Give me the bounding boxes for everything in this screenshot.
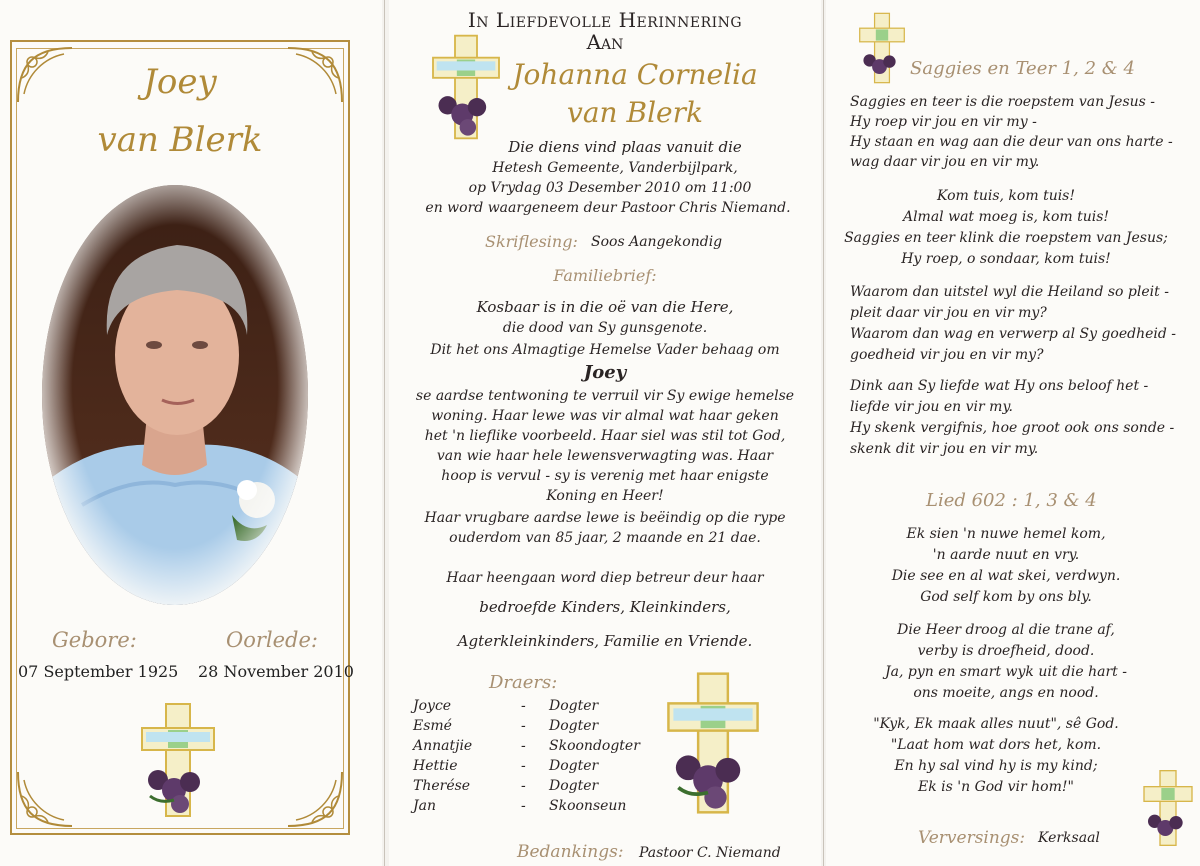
refreshments-value: Kerksaal: [1038, 830, 1100, 846]
bearer-dash: -: [521, 738, 526, 754]
bearer-name: Esmé: [413, 718, 452, 734]
hymn1-verse3: [850, 376, 1174, 460]
letter-line: ouderdom van 85 jaar, 2 maande en 21 dae.: [449, 530, 761, 546]
hymn-line: Saggies en teer klink die roepstem van Jesus;: [844, 230, 1168, 246]
floral-cross-icon: [1140, 760, 1196, 856]
bearer-relation: Dogter: [549, 718, 599, 734]
hymn-line: wag daar vir jou en vir my.: [850, 154, 1040, 170]
ornament-icon: [14, 768, 76, 830]
hymn-line: ons moeite, angs en nood.: [913, 685, 1099, 701]
hymn-line: skenk dit vir jou en vir my.: [850, 441, 1039, 457]
hymn-line: Almal wat moeg is, kom tuis!: [902, 209, 1110, 225]
hymn-line: Ja, pyn en smart wyk uit die hart -: [885, 664, 1127, 680]
full-name-2: van Blerk: [567, 96, 703, 129]
memorial-heading: In Liefdevolle Herinnering: [467, 8, 743, 32]
born-label: Gebore:: [52, 628, 137, 652]
mourn-line: bedroefde Kinders, Kleinkinders,: [479, 598, 731, 616]
bearer-relation: Dogter: [549, 758, 599, 774]
hymn-line: Waarom dan wag en verwerp al Sy goedheid -: [850, 326, 1177, 342]
bearer-name: Therése: [413, 778, 471, 794]
hymn1-verse2: [850, 282, 1176, 366]
letter-line: hoop is vervul - sy is verenig met haar enigste: [441, 468, 769, 484]
letter-line: Koning en Heer!: [546, 488, 664, 504]
bearers-label: Draers:: [489, 672, 558, 693]
hymn-line: Hy skenk vergifnis, hoe groot ook ons sonde -: [850, 420, 1175, 436]
hymn-line: 'n aarde nuut en vry.: [932, 547, 1080, 563]
thanks-label: Bedankings:: [517, 842, 624, 862]
letter-line: die dood van Sy gunsgenote.: [502, 320, 708, 336]
letter-line: Kosbaar is in die oë van die Here,: [476, 298, 734, 316]
bearer-dash: -: [521, 758, 526, 774]
inside-right-panel: [826, 0, 1200, 866]
hymn-line: Dink aan Sy liefde wat Hy ons beloof het -: [850, 378, 1149, 394]
hymn-line: Hy roep, o sondaar, kom tuis!: [901, 251, 1111, 267]
hymn-line: "Laat hom wat dors het, kom.: [890, 737, 1102, 753]
bearer-dash: -: [521, 798, 526, 814]
hymn-line: Hy staan en wag aan die deur van ons harte -: [850, 134, 1173, 150]
hymn-line: "Kyk, Ek maak alles nuut", sê God.: [873, 716, 1119, 732]
letter-line: se aardse tentwoning te verruil vir Sy ewige hemelse: [415, 388, 795, 404]
hymn2-verse3: [826, 714, 1166, 798]
bearer-relation: Dogter: [549, 698, 599, 714]
memorial-heading-aan: Aan: [586, 30, 624, 54]
hymn-line: Die see en al wat skei, verdwyn.: [891, 568, 1121, 584]
bearer-name: Hettie: [413, 758, 458, 774]
service-line: Hetesh Gemeente, Vanderbijlpark,: [492, 160, 738, 176]
first-name: Joey: [143, 62, 217, 102]
surname: van Blerk: [97, 120, 263, 160]
scripture-value: Soos Aangekondig: [591, 234, 723, 250]
thanks-value: Pastoor C. Niemand: [639, 845, 781, 861]
family-letter-label: Familiebrief:: [553, 266, 657, 285]
hymn-line: Hy roep vir jou en vir my -: [850, 114, 1037, 130]
hymn1-chorus: [826, 186, 1186, 270]
inside-left-panel: [389, 0, 821, 866]
letter-line: Dit het ons Almagtige Hemelse Vader behaag om: [430, 342, 780, 358]
hymn1-title: Saggies en Teer 1, 2 & 4: [910, 58, 1135, 79]
bearer-relation: Skoonseun: [549, 798, 627, 814]
hymn-line: liefde vir jou en vir my.: [850, 399, 1013, 415]
bearer-name: Annatjie: [413, 738, 473, 754]
service-line: Die diens vind plaas vanuit die: [508, 138, 742, 156]
bearer-name: Joyce: [413, 698, 452, 714]
portrait-photo: [42, 185, 308, 605]
hymn-line: Waarom dan uitstel wyl die Heiland so pleit -: [850, 284, 1169, 300]
bearer-dash: -: [521, 778, 526, 794]
hymn2-title: Lied 602 : 1, 3 & 4: [926, 490, 1097, 511]
letter-line: het 'n lieflike voorbeeld. Haar siel was stil tot God,: [424, 428, 786, 444]
floral-cross-icon: [661, 664, 765, 822]
bearer-dash: -: [521, 718, 526, 734]
born-date: 07 September 1925: [18, 662, 179, 681]
bearer-relation: Skoondogter: [549, 738, 640, 754]
died-date: 28 November 2010: [198, 662, 354, 681]
died-label: Oorlede:: [226, 628, 318, 652]
front-panel: [0, 0, 382, 866]
mourn-line: Haar heengaan word diep betreur deur haar: [446, 570, 764, 586]
letter-line: woning. Haar lewe was vir almal wat haar geken: [431, 408, 779, 424]
bearer-name: Jan: [413, 798, 436, 814]
fold-line: [823, 0, 824, 866]
service-line: op Vrydag 03 Desember 2010 om 11:00: [468, 180, 752, 196]
scripture-label: Skriflesing:: [485, 232, 578, 251]
hymn2-verse2: [826, 620, 1186, 704]
hymn-line: God self kom by ons bly.: [920, 589, 1092, 605]
hymn-line: Ek sien 'n nuwe hemel kom,: [906, 526, 1106, 542]
mourn-line: Agterkleinkinders, Familie en Vriende.: [457, 632, 753, 650]
hymn1-verse1: [850, 92, 1173, 172]
letter-line: van wie haar hele lewensverwagting was. Haar: [436, 448, 774, 464]
hymn-line: verby is droefheid, dood.: [917, 643, 1095, 659]
bearer-dash: -: [521, 698, 526, 714]
hymn-line: En hy sal vind hy is my kind;: [894, 758, 1098, 774]
floral-cross-icon: [136, 700, 220, 820]
hymn-line: Kom tuis, kom tuis!: [936, 188, 1075, 204]
floral-cross-icon: [856, 10, 908, 86]
hymn-line: Ek is 'n God vir hom!": [918, 779, 1074, 795]
hymn-line: goedheid vir jou en vir my?: [850, 347, 1044, 363]
service-line: en word waargeneem deur Pastoor Chris Niemand.: [425, 200, 791, 216]
hymn-line: pleit daar vir jou en vir my?: [850, 305, 1047, 321]
letter-line: Haar vrugbare aardse lewe is beëindig op die rype: [424, 510, 786, 526]
fold-line: [384, 0, 385, 866]
ornament-icon: [284, 768, 346, 830]
bearer-relation: Dogter: [549, 778, 599, 794]
refreshments-label: Verversings:: [918, 828, 1026, 848]
hymn2-verse1: [826, 524, 1186, 608]
letter-name: Joey: [583, 362, 627, 383]
hymn-line: Die Heer droog al die trane af,: [897, 622, 1115, 638]
full-name-1: Johanna Cornelia: [512, 58, 758, 91]
hymn-line: Saggies en teer is die roepstem van Jesus -: [850, 94, 1156, 110]
